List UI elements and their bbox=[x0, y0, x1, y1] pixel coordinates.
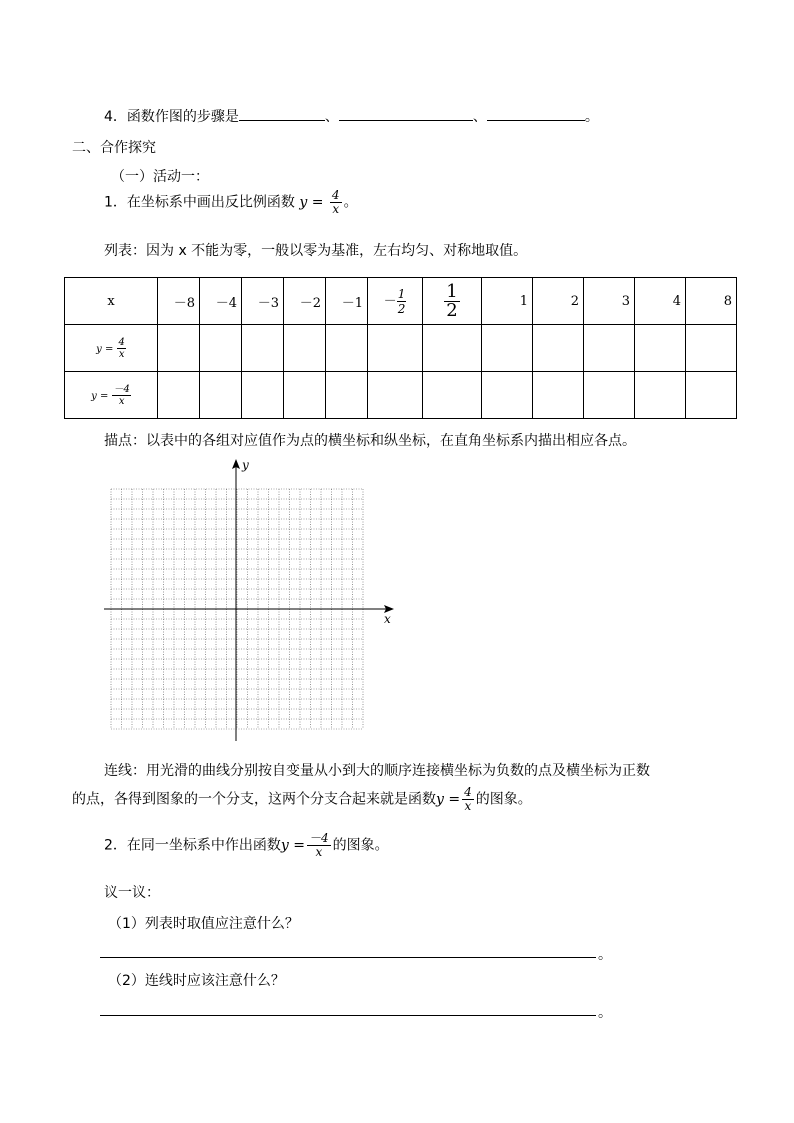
table-answer-cell[interactable] bbox=[635, 372, 686, 419]
fraction: $\frac{-4}{x}$ bbox=[309, 831, 329, 859]
value-table bbox=[64, 277, 737, 419]
table-cell-x: －8 bbox=[158, 278, 200, 325]
table-answer-cell[interactable] bbox=[158, 372, 200, 419]
table-answer-cell[interactable] bbox=[326, 325, 368, 372]
separator: 、 bbox=[472, 109, 487, 125]
y-axis-label: y bbox=[242, 458, 249, 472]
table-cell-x: 4 bbox=[635, 278, 686, 325]
listing-text: 列表：因为 x 不能为零，一般以零为基准，左右均匀、对称地取值。 bbox=[104, 243, 528, 259]
table-cell-neg-half: － $\frac{1}{2}$ bbox=[368, 278, 423, 325]
coordinate-grid[interactable] bbox=[100, 455, 400, 745]
fraction: $\frac{4}{x}$ bbox=[464, 785, 472, 813]
table-cell-x: －4 bbox=[200, 278, 242, 325]
table-cell-x: －1 bbox=[326, 278, 368, 325]
formula-lhs: y = bbox=[299, 194, 324, 211]
question-2: 2．在同一坐标系中作出函数y = $\frac{-4}{x}$ 的图象。 bbox=[104, 831, 389, 859]
table-answer-cell[interactable] bbox=[368, 325, 423, 372]
table-answer-cell[interactable] bbox=[533, 325, 584, 372]
discuss-item-2: （2）连线时应该注意什么？ bbox=[108, 973, 285, 989]
fraction: $\frac{4}{x}$ bbox=[331, 188, 340, 216]
table-answer-cell[interactable] bbox=[482, 325, 533, 372]
question-1-text: 1．在坐标系中画出反比例函数 bbox=[104, 194, 295, 211]
table-answer-cell[interactable] bbox=[686, 372, 737, 419]
step4-line bbox=[104, 106, 599, 126]
table-answer-cell[interactable] bbox=[584, 372, 635, 419]
table-cell-x: 1 bbox=[482, 278, 533, 325]
table-cell-x: 8 bbox=[686, 278, 737, 325]
discuss-title: 议一议： bbox=[104, 885, 160, 901]
period: 。 bbox=[598, 947, 612, 963]
table-cell-x: 2 bbox=[533, 278, 584, 325]
table-cell-x: 3 bbox=[584, 278, 635, 325]
plotting-text: 描点：以表中的各组对应值作为点的横坐标和纵坐标，在直角坐标系内描出相应各点。 bbox=[104, 433, 636, 449]
period: 。 bbox=[598, 1005, 612, 1021]
answer-blank-1[interactable] bbox=[239, 106, 325, 121]
step4-text: 4．函数作图的步骤是 bbox=[104, 109, 239, 125]
table-answer-cell[interactable] bbox=[423, 372, 482, 419]
answer-line-1[interactable] bbox=[100, 957, 596, 958]
table-answer-cell[interactable] bbox=[533, 372, 584, 419]
table-answer-cell[interactable] bbox=[584, 325, 635, 372]
table-answer-cell[interactable] bbox=[635, 325, 686, 372]
table-cell-x: －2 bbox=[284, 278, 326, 325]
table-answer-cell[interactable] bbox=[200, 325, 242, 372]
table-answer-cell[interactable] bbox=[242, 372, 284, 419]
table-header-x: x bbox=[65, 278, 158, 325]
table-row1-label: y = $\frac{4}{x}$ bbox=[65, 325, 158, 372]
connect-line-1: 连线：用光滑的曲线分别按自变量从小到大的顺序连接横坐标为负数的点及横坐标为正数 bbox=[104, 763, 650, 779]
table-answer-cell[interactable] bbox=[423, 325, 482, 372]
table-cell-pos-half: $\frac{1}{2}$ bbox=[423, 278, 482, 325]
table-answer-cell[interactable] bbox=[368, 372, 423, 419]
connect-line-2: 的点，各得到图象的一个分支，这两个分支合起来就是函数y = $\frac{4}{x}$ 的图象。 bbox=[72, 785, 532, 813]
table-answer-cell[interactable] bbox=[284, 325, 326, 372]
discuss-item-1: （1）列表时取值应注意什么？ bbox=[108, 916, 299, 932]
answer-line-2[interactable] bbox=[100, 1015, 596, 1016]
activity-title: （一）活动一： bbox=[111, 169, 209, 185]
table-cell-x: －3 bbox=[242, 278, 284, 325]
answer-blank-3[interactable] bbox=[487, 106, 585, 121]
question-1: 1．在坐标系中画出反比例函数 y = $\frac{4}{x}$ 。 bbox=[104, 188, 358, 216]
table-answer-cell[interactable] bbox=[482, 372, 533, 419]
answer-blank-2[interactable] bbox=[339, 106, 473, 121]
table-answer-cell[interactable] bbox=[242, 325, 284, 372]
table-answer-cell[interactable] bbox=[158, 325, 200, 372]
section-title: 二、合作探究 bbox=[72, 140, 156, 156]
table-row2-label: y = $\frac{-4}{x}$ bbox=[65, 372, 158, 419]
separator: 、 bbox=[324, 109, 339, 125]
table-answer-cell[interactable] bbox=[326, 372, 368, 419]
table-answer-cell[interactable] bbox=[686, 325, 737, 372]
period: 。 bbox=[584, 109, 599, 125]
table-answer-cell[interactable] bbox=[284, 372, 326, 419]
table-answer-cell[interactable] bbox=[200, 372, 242, 419]
x-axis-label: x bbox=[384, 612, 391, 626]
